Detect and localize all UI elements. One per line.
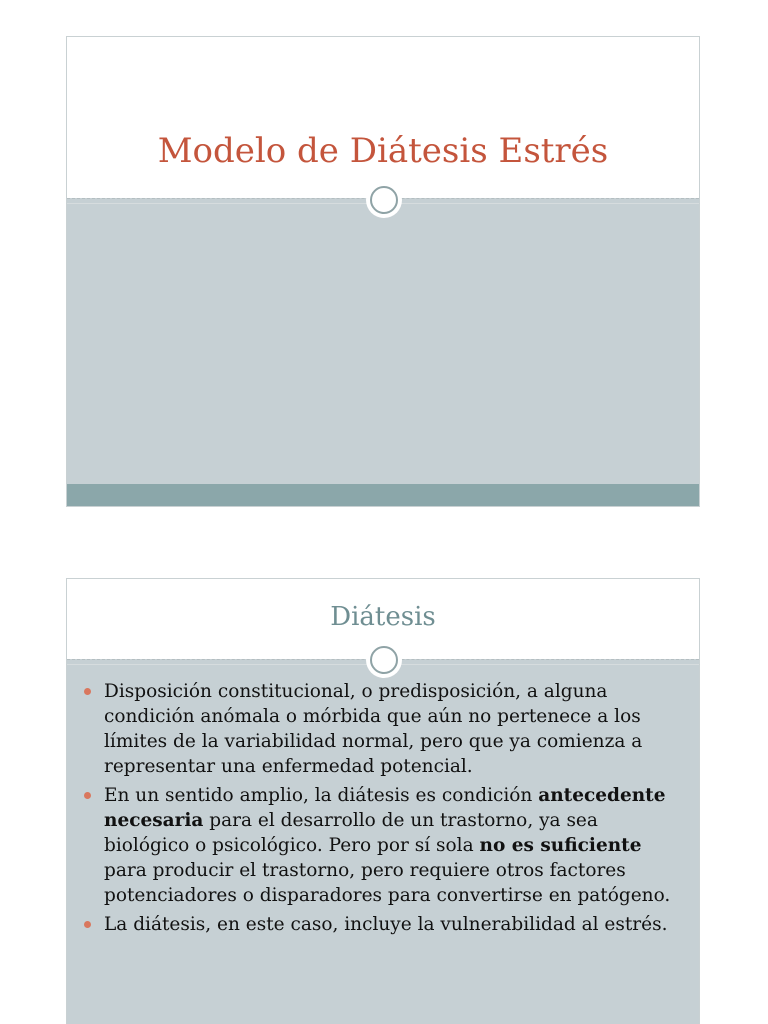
bullet-text-part: para producir el trastorno, pero requiere otros factores potenciadores o disparadores para convertirse en patógeno. — [104, 860, 671, 906]
circle-ornament-icon — [366, 182, 402, 218]
bullet-text: Disposición constitucional, o predisposición, a alguna condición anómala o mórbida que aún no pertenece a los límites de la variabilidad normal, pero que ya comienza a representar una enfermedad potencial. — [104, 681, 643, 777]
bullet-text-part: En un sentido amplio, la diátesis es condición — [104, 785, 539, 806]
bullet-item — [83, 783, 685, 908]
bullet-list — [83, 679, 685, 941]
slide-title: Modelo de Diátesis Estrés — [157, 131, 609, 171]
circle-ornament-icon — [366, 642, 402, 678]
bullet-dot-icon — [84, 921, 91, 928]
bullet-text-part: para el desarrollo de un trastorno, ya sea biológico o psicológico. Pero por sí sola — [104, 810, 598, 856]
bullet-item — [83, 912, 685, 937]
footer-bar — [67, 484, 699, 506]
title-band — [67, 37, 699, 198]
bullet-emphasis: no es suficiente — [479, 835, 642, 856]
bullet-text: La diátesis, en este caso, incluye la vulnerabilidad al estrés. — [104, 914, 668, 935]
slide-title-page — [66, 36, 700, 507]
bullet-dot-icon — [84, 792, 91, 799]
slide-diatesis — [66, 578, 700, 1024]
bullet-emphasis: antecedente necesaria — [104, 785, 666, 831]
bullet-dot-icon — [84, 688, 91, 695]
bullet-item — [83, 679, 685, 779]
slide-title: Diátesis — [330, 602, 436, 632]
